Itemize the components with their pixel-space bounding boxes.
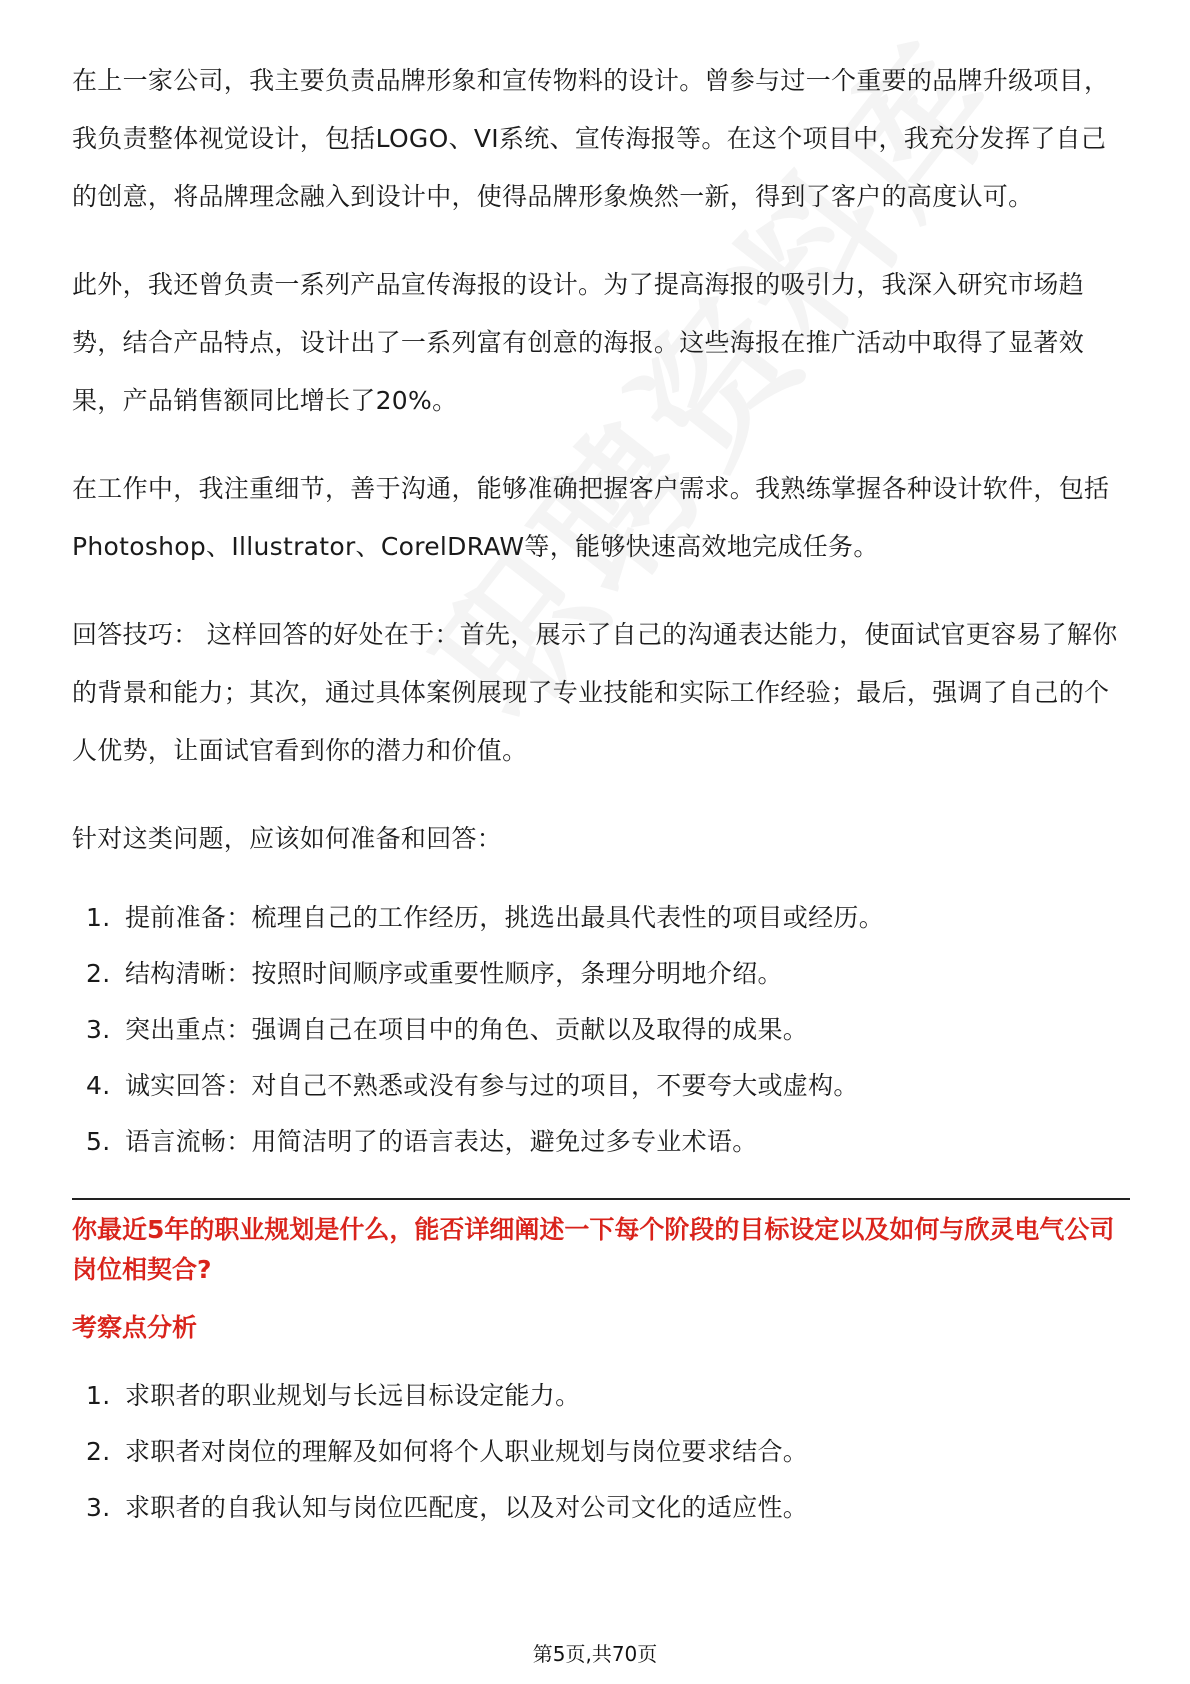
list-item: 2. 结构清晰：按照时间顺序或重要性顺序，条理分明地介绍。 bbox=[86, 959, 783, 988]
question-heading: 你最近5年的职业规划是什么，能否详细阐述一下每个阶段的目标设定以及如何与欣灵电气公司岗位相契合? bbox=[72, 1215, 1115, 1284]
page-footer: 第5页,共70页 bbox=[532, 1642, 658, 1666]
list-item: 5. 语言流畅：用简洁明了的语言表达，避免过多专业术语。 bbox=[86, 1127, 758, 1156]
list-item: 4. 诚实回答：对自己不熟悉或没有参与过的项目，不要夸大或虚构。 bbox=[86, 1071, 859, 1100]
list-item: 3. 突出重点：强调自己在项目中的角色、贡献以及取得的成果。 bbox=[86, 1015, 809, 1044]
analysis-heading: 考察点分析 bbox=[72, 1313, 198, 1342]
list-item: 2. 求职者对岗位的理解及如何将个人职业规划与岗位要求结合。 bbox=[86, 1437, 809, 1466]
paragraph-previous-company: 在上一家公司，我主要负责品牌形象和宣传物料的设计。曾参与过一个重要的品牌升级项目，我负责整体视觉设计，包括LOGO、VI系统、宣传海报等。在这个项目中，我充分发挥了自己的创意，将品牌理念融入到设计中，使得品牌形象焕然一新，得到了客户的高度认可。 bbox=[72, 66, 1110, 211]
tips-list bbox=[72, 890, 1130, 1170]
section-divider bbox=[72, 1198, 1130, 1200]
paragraph-work-skills: 在工作中，我注重细节，善于沟通，能够准确把握客户需求。我熟练掌握各种设计软件，包括Photoshop、Illustrator、CorelDRAW等，能够快速高效地完成任务。 bbox=[72, 474, 1110, 561]
list-item: 1. 求职者的职业规划与长远目标设定能力。 bbox=[86, 1381, 581, 1410]
paragraph-how-to-prepare: 针对这类问题，应该如何准备和回答： bbox=[72, 824, 503, 853]
analysis-list bbox=[72, 1368, 1130, 1536]
document-page bbox=[72, 52, 1130, 1564]
list-item: 3. 求职者的自我认知与岗位匹配度，以及对公司文化的适应性。 bbox=[86, 1493, 809, 1522]
list-item: 1. 提前准备：梳理自己的工作经历，挑选出最具代表性的项目或经历。 bbox=[86, 903, 885, 932]
paragraph-answer-tips: 回答技巧： 这样回答的好处在于：首先，展示了自己的沟通表达能力，使面试官更容易了解你的背景和能力；其次，通过具体案例展现了专业技能和实际工作经验；最后，强调了自己的个人优势，让面试官看到你的潜力和价值。 bbox=[72, 620, 1118, 765]
paragraph-poster-design: 此外，我还曾负责一系列产品宣传海报的设计。为了提高海报的吸引力，我深入研究市场趋势，结合产品特点，设计出了一系列富有创意的海报。这些海报在推广活动中取得了显著效果，产品销售额同比增长了20%。 bbox=[72, 270, 1085, 415]
